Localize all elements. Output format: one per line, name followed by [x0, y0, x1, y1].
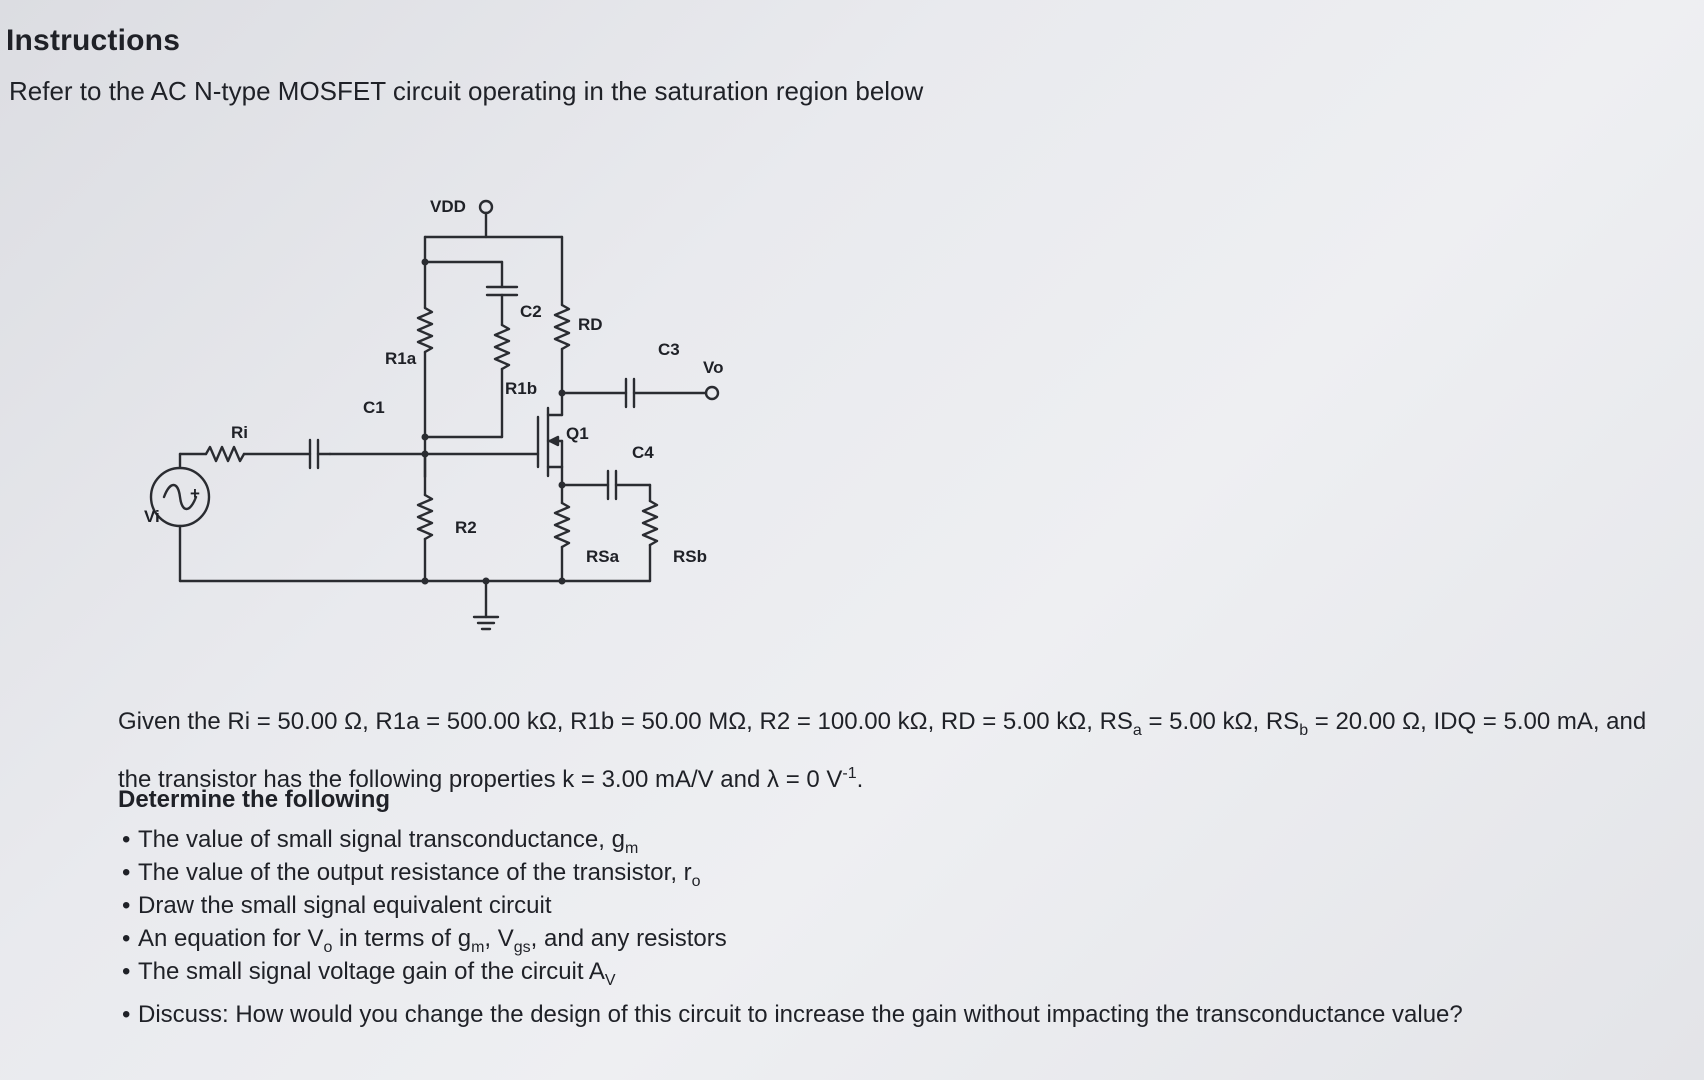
given-text-1: Given the Ri = 50.00 Ω, R1a = 500.00 kΩ, R1b = 50.00 MΩ, R2 = 100.00 kΩ, RD = 5.00 kΩ, RS — [118, 708, 1133, 735]
rd-resistor — [555, 305, 569, 349]
list-item — [122, 889, 1682, 922]
item-text: , and any resistors — [530, 925, 727, 952]
item-sub: o — [323, 938, 333, 956]
plus-label: + — [190, 484, 200, 503]
list-item — [122, 823, 1682, 856]
item-text: An equation for V — [138, 925, 324, 952]
item-sub: o — [691, 872, 701, 890]
given-text-3: = 20.00 Ω, IDQ = 5.00 mA, and the transistor has the following properties k = 3.00 mA/V and λ = 0 V — [118, 708, 1647, 793]
page-title: Instructions — [6, 24, 181, 57]
rsa-resistor — [555, 503, 569, 547]
task-list — [122, 823, 1682, 1031]
item-text: The value of the output resistance of the transistor, r — [138, 859, 692, 886]
rd-label: RD — [578, 315, 603, 334]
vo-label: Vo — [703, 358, 724, 377]
rsb-resistor — [643, 501, 657, 545]
item-sub: V — [604, 971, 616, 989]
list-item — [122, 955, 1682, 988]
rsb-label: RSb — [673, 547, 707, 566]
r1b-resistor — [495, 325, 509, 369]
item-text: in terms of g — [332, 925, 472, 952]
item-text: Draw the small signal equivalent circuit — [138, 892, 552, 919]
r1a-resistor — [418, 308, 432, 352]
item-text: The value of small signal transconductance, g — [138, 826, 625, 853]
vo-terminal — [706, 387, 718, 399]
c1-label: C1 — [363, 398, 385, 417]
page-subtitle: Refer to the AC N-type MOSFET circuit operating in the saturation region below — [9, 76, 924, 106]
vi-label: Vi — [144, 507, 160, 526]
item-sub: m — [471, 938, 485, 956]
list-item — [122, 998, 1682, 1031]
given-sub-b: b — [1299, 721, 1309, 739]
given-sub-a: a — [1132, 721, 1142, 739]
determine-heading: Determine the following — [118, 786, 391, 813]
r2-resistor — [418, 495, 432, 539]
item-sub: gs — [513, 938, 531, 956]
r2-label: R2 — [455, 518, 477, 537]
list-item — [122, 856, 1682, 889]
q1-label: Q1 — [566, 424, 589, 443]
given-text-4: . — [856, 765, 864, 793]
r1b-label: R1b — [505, 379, 538, 398]
vdd-terminal — [480, 201, 492, 213]
mosfet-circuit-diagram — [144, 185, 750, 675]
r1a-label: R1a — [385, 349, 417, 368]
list-item — [122, 922, 1682, 955]
vdd-label: VDD — [430, 197, 466, 216]
c4-label: C4 — [632, 443, 654, 462]
c3-label: C3 — [658, 340, 680, 359]
ri-resistor — [206, 447, 244, 461]
given-text-2: = 5.00 kΩ, RS — [1141, 708, 1300, 735]
item-sub: m — [624, 839, 639, 857]
item-text: The small signal voltage gain of the circuit A — [138, 958, 605, 985]
c2-label: C2 — [520, 302, 542, 321]
ri-label: Ri — [231, 423, 248, 442]
item-text: , V — [484, 925, 514, 952]
item-text: Discuss: How would you change the design of this circuit to increase the gain without impacting the transconductance value? — [138, 1001, 1463, 1028]
given-exponent: -1 — [842, 764, 857, 782]
rsa-label: RSa — [586, 547, 620, 566]
